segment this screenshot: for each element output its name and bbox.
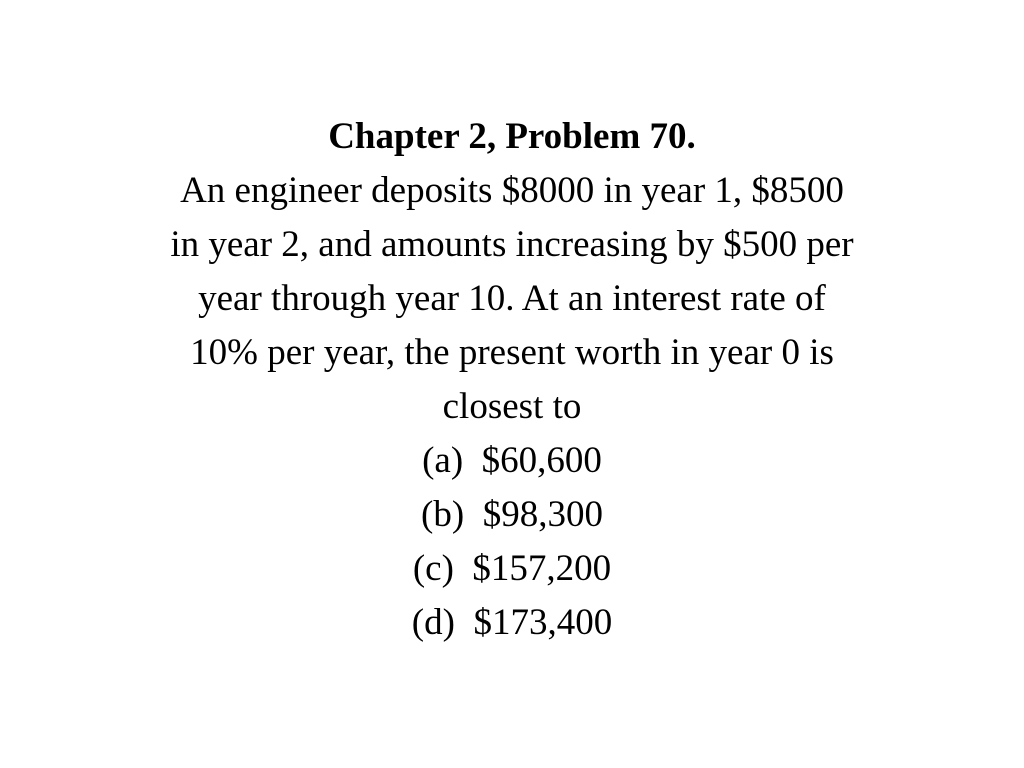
problem-line: 10% per year, the present worth in year 0 is	[190, 332, 834, 373]
slide-content	[72, 110, 952, 650]
problem-line: An engineer deposits $8000 in year 1, $8500	[180, 170, 844, 211]
problem-line: in year 2, and amounts increasing by $500 per	[170, 224, 854, 265]
option-b: (b) $98,300	[421, 494, 603, 535]
problem-title: Chapter 2, Problem 70.	[328, 116, 696, 157]
problem-line: year through year 10. At an interest rate of	[198, 278, 826, 319]
option-a: (a) $60,600	[422, 440, 602, 481]
problem-statement	[72, 164, 952, 434]
answer-options	[72, 434, 952, 650]
option-d: (d) $173,400	[411, 602, 613, 643]
option-c: (c) $157,200	[412, 548, 612, 589]
problem-line: closest to	[442, 386, 582, 427]
